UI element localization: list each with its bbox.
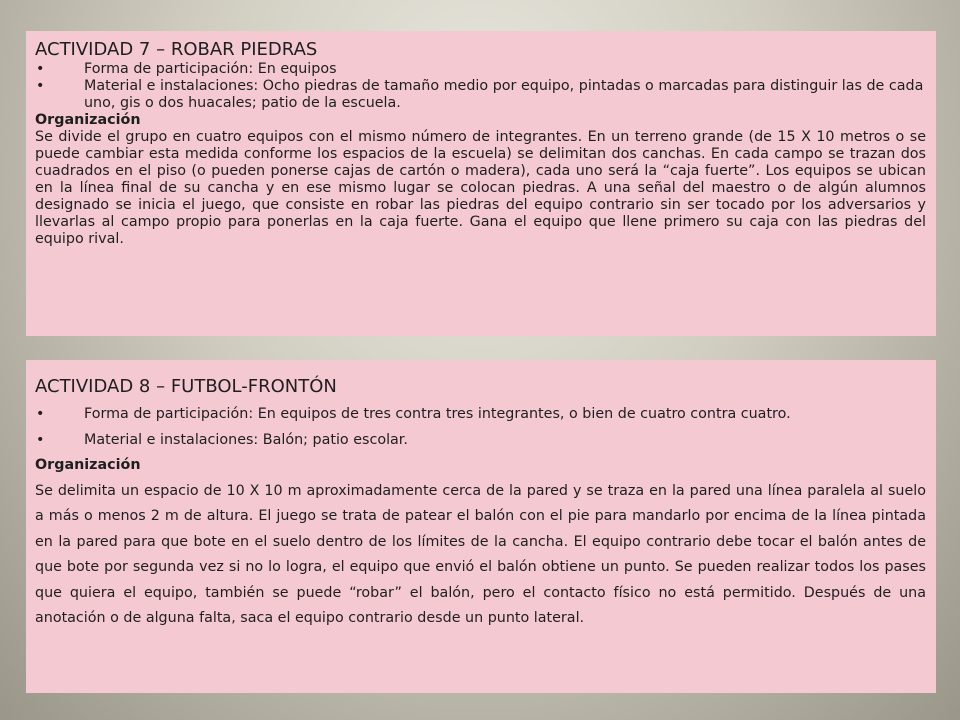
activity-8-box	[26, 360, 936, 693]
activity-7-title: ACTIVIDAD 7 – ROBAR PIEDRAS	[35, 39, 318, 60]
activity-8-organization-label: Organización	[35, 457, 141, 473]
activity-8-organization-text: Se delimita un espacio de 10 X 10 m aproximadamente cerca de la pared y se traza en la pared una línea paralela al suelo a más o menos 2 m de altura. El juego se trata de patear el balón con el pie para mandarlo por encima de la línea pintada en la pared para que bote en el suelo dentro de los límites de la cancha. El equipo contrario debe tocar el balón antes de que bote por segunda vez si no lo logra, el equipo que envió el balón obtiene un punto. Se pueden realizar todos los pases que quiera el equipo, también se puede “robar” el balón, pero el contacto físico no está permitido. Después de una anotación o de alguna falta, saca el equipo contrario desde un punto lateral.	[35, 482, 926, 626]
activity-7-participation: • Forma de participación: En equipos	[35, 61, 926, 78]
activity-7-organization-text: Se divide el grupo en cuatro equipos con el mismo número de integrantes. En un terreno grande (de 15 X 10 metros o se puede cambiar esta medida conforme los espacios de la escuela) se delimitan dos canchas. En cada campo se trazan dos cuadrados en el piso (o pueden ponerse cajas de cartón o madera), cada uno será la “caja fuerte”. Los equipos se ubican en la línea final de su cancha y en ese mismo lugar se colocan piedras. A una señal del maestro o de algún alumnos designado se inicia el juego, que consiste en robar las piedras del equipo contrario sin ser tocado por los adversarios y llevarlas al campo propio para ponerlas en la caja fuerte. Gana el equipo que llene primero su caja con las piedras del equipo rival.	[35, 129, 926, 247]
activity-8-title: ACTIVIDAD 8 – FUTBOL-FRONTÓN	[35, 376, 337, 397]
activity-8-bullets	[35, 402, 926, 453]
activity-7-materials: • Material e instalaciones: Ocho piedras de tamaño medio por equipo, pintadas o marcadas para distinguir las de cada uno, gis o dos huacales; patio de la escuela.	[35, 78, 926, 112]
activity-7-box	[26, 31, 936, 336]
activity-8-participation: • Forma de participación: En equipos de tres contra tres integrantes, o bien de cuatro contra cuatro.	[35, 402, 926, 428]
activity-7-organization-label: Organización	[35, 112, 141, 128]
activity-8-materials: • Material e instalaciones: Balón; patio escolar.	[35, 428, 926, 454]
activity-7-bullets	[35, 61, 926, 112]
